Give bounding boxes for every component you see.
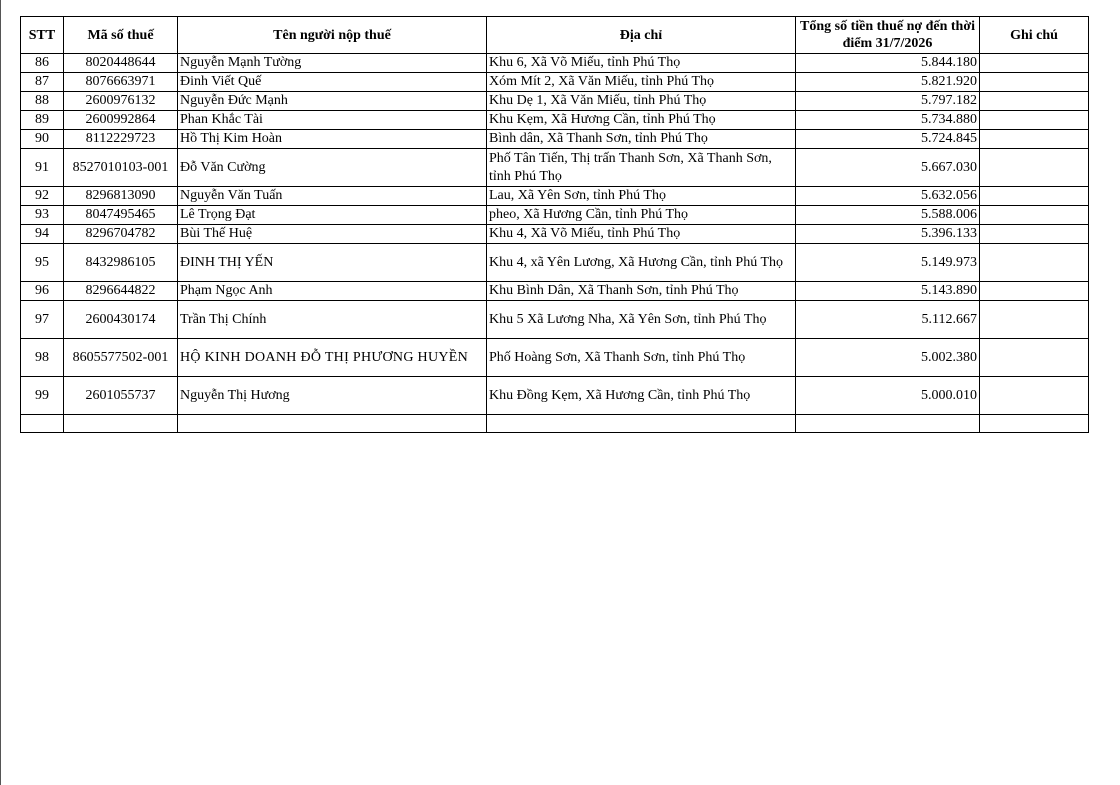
- empty-cell: [64, 415, 178, 433]
- cell-address: Khu Kẹm, Xã Hương Cần, tỉnh Phú Thọ: [487, 111, 796, 130]
- table-header-row: [21, 17, 1089, 54]
- cell-amount: 5.844.180: [796, 54, 980, 73]
- cell-name: Nguyễn Thị Hương: [178, 377, 487, 415]
- cell-name: Đỗ Văn Cường: [178, 149, 487, 187]
- header-taxpayer-name: Tên người nộp thuế: [178, 17, 487, 54]
- cell-note: [980, 206, 1089, 225]
- cell-tax-code: 8076663971: [64, 73, 178, 92]
- cell-name: Bùi Thế Huệ: [178, 225, 487, 244]
- cell-amount: 5.797.182: [796, 92, 980, 111]
- cell-amount: 5.667.030: [796, 149, 980, 187]
- header-address: Địa chỉ: [487, 17, 796, 54]
- cell-amount: 5.143.890: [796, 282, 980, 301]
- page-left-edge: [0, 0, 1, 785]
- header-tax-code: Mã số thuế: [64, 17, 178, 54]
- table-row: [21, 54, 1089, 73]
- cell-amount: 5.149.973: [796, 244, 980, 282]
- cell-amount: 5.632.056: [796, 187, 980, 206]
- cell-tax-code: 8112229723: [64, 130, 178, 149]
- empty-cell: [178, 415, 487, 433]
- cell-note: [980, 339, 1089, 377]
- table-row: [21, 92, 1089, 111]
- cell-address: Lau, Xã Yên Sơn, tỉnh Phú Thọ: [487, 187, 796, 206]
- cell-address: Xóm Mít 2, Xã Văn Miếu, tỉnh Phú Thọ: [487, 73, 796, 92]
- cell-stt: 99: [21, 377, 64, 415]
- cell-note: [980, 301, 1089, 339]
- cell-address: Phố Hoàng Sơn, Xã Thanh Sơn, tỉnh Phú Thọ: [487, 339, 796, 377]
- cell-address: Khu 4, xã Yên Lương, Xã Hương Cần, tỉnh Phú Thọ: [487, 244, 796, 282]
- cell-name: Phan Khắc Tài: [178, 111, 487, 130]
- cell-tax-code: 8296704782: [64, 225, 178, 244]
- cell-name: HỘ KINH DOANH ĐỖ THỊ PHƯƠNG HUYỀN: [178, 339, 487, 377]
- table-row: [21, 111, 1089, 130]
- cell-stt: 90: [21, 130, 64, 149]
- cell-stt: 91: [21, 149, 64, 187]
- cell-note: [980, 111, 1089, 130]
- cell-note: [980, 92, 1089, 111]
- empty-cell: [796, 415, 980, 433]
- cell-amount: 5.112.667: [796, 301, 980, 339]
- cell-note: [980, 187, 1089, 206]
- cell-address: Khu Dẹ 1, Xã Văn Miếu, tỉnh Phú Thọ: [487, 92, 796, 111]
- cell-note: [980, 282, 1089, 301]
- cell-address: Khu 5 Xã Lương Nha, Xã Yên Sơn, tỉnh Phú Thọ: [487, 301, 796, 339]
- cell-address: pheo, Xã Hương Cần, tỉnh Phú Thọ: [487, 206, 796, 225]
- cell-address: Khu 6, Xã Võ Miếu, tỉnh Phú Thọ: [487, 54, 796, 73]
- cell-stt: 86: [21, 54, 64, 73]
- cell-amount: 5.588.006: [796, 206, 980, 225]
- cell-name: Phạm Ngọc Anh: [178, 282, 487, 301]
- cell-stt: 96: [21, 282, 64, 301]
- header-stt: STT: [21, 17, 64, 54]
- cell-address: Bình dân, Xã Thanh Sơn, tỉnh Phú Thọ: [487, 130, 796, 149]
- table-row: [21, 225, 1089, 244]
- table-row: [21, 282, 1089, 301]
- empty-cell: [980, 415, 1089, 433]
- cell-tax-code: 2600976132: [64, 92, 178, 111]
- cell-name: ĐINH THỊ YẾN: [178, 244, 487, 282]
- cell-note: [980, 244, 1089, 282]
- cell-stt: 92: [21, 187, 64, 206]
- cell-tax-code: 2600992864: [64, 111, 178, 130]
- table-row: [21, 130, 1089, 149]
- cell-amount: 5.000.010: [796, 377, 980, 415]
- cell-tax-code: 8047495465: [64, 206, 178, 225]
- cell-name: Hồ Thị Kim Hoàn: [178, 130, 487, 149]
- cell-name: Lê Trọng Đạt: [178, 206, 487, 225]
- cell-tax-code: 8432986105: [64, 244, 178, 282]
- table-row: [21, 149, 1089, 187]
- table-row: [21, 301, 1089, 339]
- header-total-debt: Tổng số tiền thuế nợ đến thời điểm 31/7/2026: [796, 17, 980, 54]
- cell-address: Khu Bình Dân, Xã Thanh Sơn, tỉnh Phú Thọ: [487, 282, 796, 301]
- cell-tax-code: 8527010103-001: [64, 149, 178, 187]
- cell-stt: 87: [21, 73, 64, 92]
- cell-stt: 97: [21, 301, 64, 339]
- cell-note: [980, 225, 1089, 244]
- cell-name: Nguyễn Đức Mạnh: [178, 92, 487, 111]
- table-row: [21, 73, 1089, 92]
- cell-note: [980, 73, 1089, 92]
- empty-cell: [487, 415, 796, 433]
- cell-note: [980, 54, 1089, 73]
- cell-amount: 5.002.380: [796, 339, 980, 377]
- cell-note: [980, 130, 1089, 149]
- cell-stt: 88: [21, 92, 64, 111]
- table-row: [21, 339, 1089, 377]
- cell-stt: 93: [21, 206, 64, 225]
- cell-tax-code: 8296813090: [64, 187, 178, 206]
- cell-address: Phố Tân Tiến, Thị trấn Thanh Sơn, Xã Thanh Sơn, tỉnh Phú Thọ: [487, 149, 796, 187]
- cell-stt: 89: [21, 111, 64, 130]
- cell-tax-code: 2600430174: [64, 301, 178, 339]
- cell-stt: 95: [21, 244, 64, 282]
- cell-tax-code: 8020448644: [64, 54, 178, 73]
- cell-tax-code: 8296644822: [64, 282, 178, 301]
- empty-table-row: [21, 415, 1089, 433]
- table-row: [21, 187, 1089, 206]
- table-row: [21, 377, 1089, 415]
- cell-stt: 98: [21, 339, 64, 377]
- cell-address: Khu 4, Xã Võ Miếu, tỉnh Phú Thọ: [487, 225, 796, 244]
- empty-cell: [21, 415, 64, 433]
- cell-tax-code: 8605577502-001: [64, 339, 178, 377]
- cell-note: [980, 377, 1089, 415]
- cell-name: Trần Thị Chính: [178, 301, 487, 339]
- cell-tax-code: 2601055737: [64, 377, 178, 415]
- cell-name: Nguyễn Văn Tuấn: [178, 187, 487, 206]
- cell-name: Nguyễn Mạnh Tường: [178, 54, 487, 73]
- cell-name: Đinh Viết Quế: [178, 73, 487, 92]
- cell-note: [980, 149, 1089, 187]
- header-note: Ghi chú: [980, 17, 1089, 54]
- table-row: [21, 244, 1089, 282]
- cell-amount: 5.821.920: [796, 73, 980, 92]
- cell-address: Khu Đồng Kẹm, Xã Hương Cần, tỉnh Phú Thọ: [487, 377, 796, 415]
- cell-amount: 5.724.845: [796, 130, 980, 149]
- tax-debt-table: [20, 16, 1089, 433]
- cell-amount: 5.734.880: [796, 111, 980, 130]
- table-row: [21, 206, 1089, 225]
- cell-stt: 94: [21, 225, 64, 244]
- cell-amount: 5.396.133: [796, 225, 980, 244]
